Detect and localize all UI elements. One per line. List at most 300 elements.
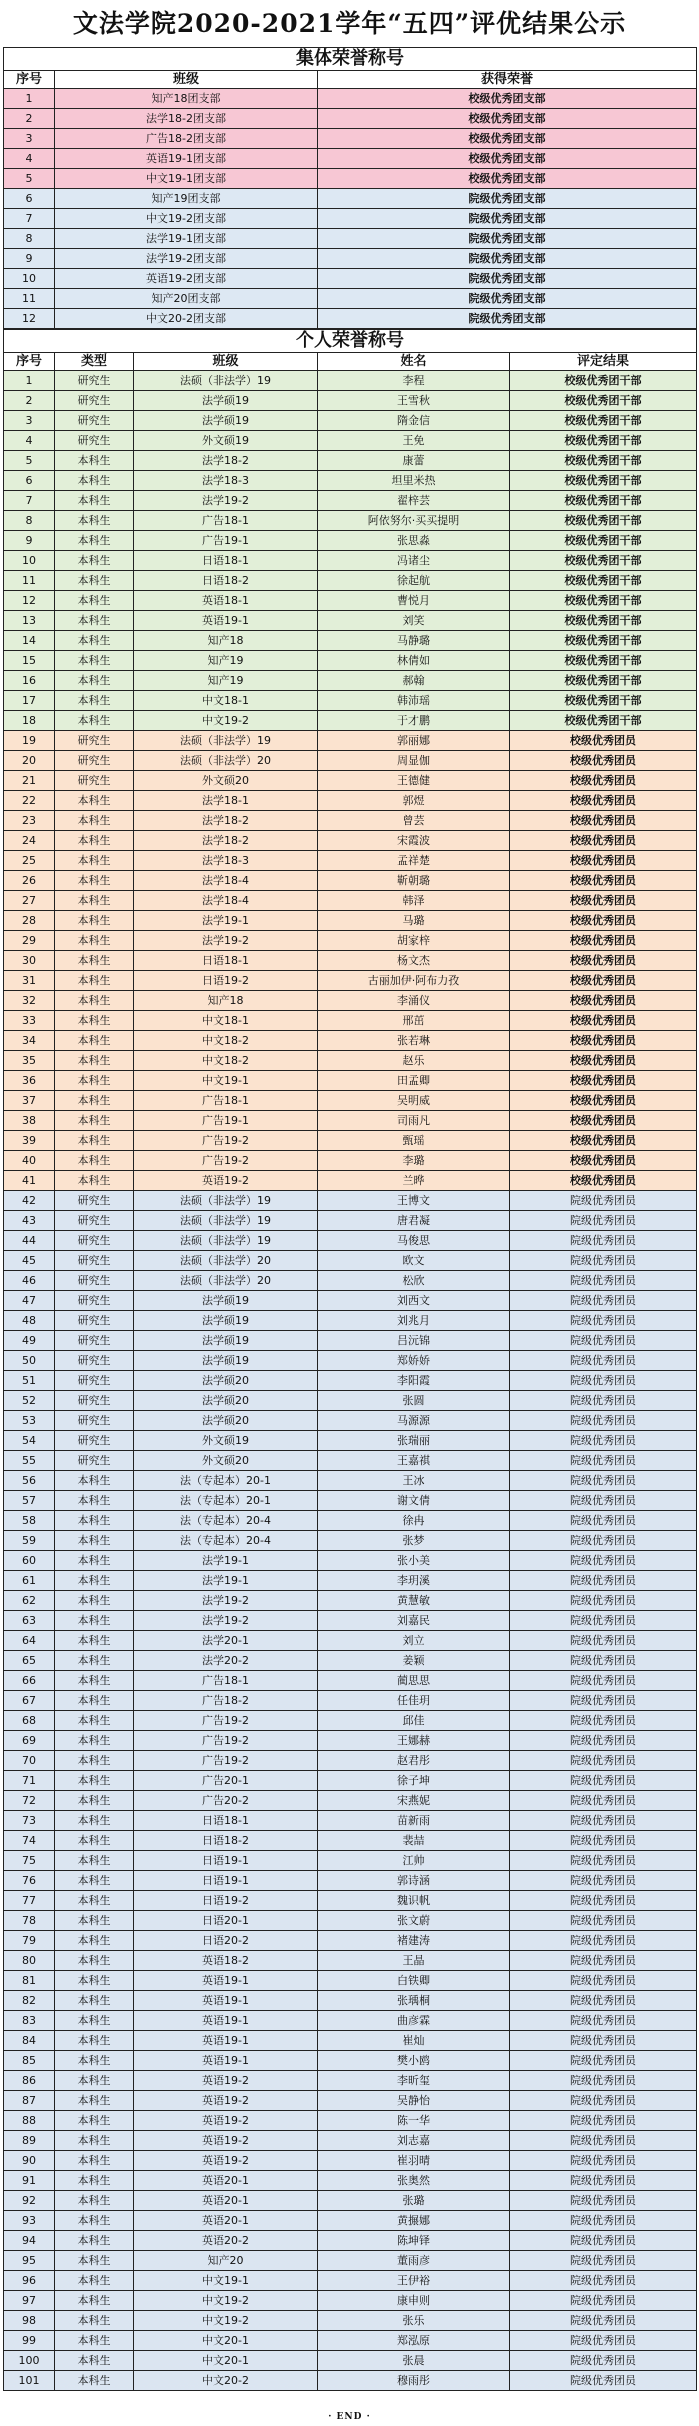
table-cell: 法硕（非法学）19 — [134, 371, 318, 391]
table-cell: 法学19-2 — [134, 1591, 318, 1611]
table-cell: 21 — [4, 771, 55, 791]
table-cell: 中文20-1 — [134, 2331, 318, 2351]
table-cell: 本科生 — [55, 2011, 134, 2031]
table-row — [4, 2351, 697, 2371]
table-row — [4, 1951, 697, 1971]
table-cell: 法学20-1 — [134, 1631, 318, 1651]
table-cell: 本科生 — [55, 491, 134, 511]
table-row — [4, 1611, 697, 1631]
table-cell: 51 — [4, 1371, 55, 1391]
table-row — [4, 791, 697, 811]
table-cell: 研究生 — [55, 1371, 134, 1391]
table-cell: 法学19-1 — [134, 911, 318, 931]
table-cell: 校级优秀团干部 — [510, 711, 697, 731]
table-cell: 研究生 — [55, 1211, 134, 1231]
table-cell: 66 — [4, 1671, 55, 1691]
table-cell: 92 — [4, 2191, 55, 2211]
table-cell: 本科生 — [55, 571, 134, 591]
table-row — [4, 1811, 697, 1831]
table-cell: 62 — [4, 1591, 55, 1611]
table-cell: 广告19-1 — [134, 531, 318, 551]
table-row — [4, 1591, 697, 1611]
table-cell: 本科生 — [55, 1931, 134, 1951]
table-cell: 校级优秀团干部 — [510, 431, 697, 451]
table-cell: 日语19-2 — [134, 1891, 318, 1911]
table-cell: 本科生 — [55, 951, 134, 971]
table-cell: 35 — [4, 1051, 55, 1071]
table-cell: 法学19-2 — [134, 491, 318, 511]
table-cell: 法硕（非法学）20 — [134, 1251, 318, 1271]
table-cell: 80 — [4, 1951, 55, 1971]
table-cell: 于才鹏 — [318, 711, 510, 731]
table-cell: 本科生 — [55, 1671, 134, 1691]
table-cell: 法学18-2 — [134, 811, 318, 831]
table-cell: 李阳霞 — [318, 1371, 510, 1391]
table-row — [4, 911, 697, 931]
table-cell: 院级优秀团员 — [510, 1271, 697, 1291]
table-row — [4, 1391, 697, 1411]
table-cell: 1 — [4, 89, 55, 109]
page-title: 文法学院2020-2021学年“五四”评优结果公示 — [72, 9, 627, 38]
table-cell: 47 — [4, 1291, 55, 1311]
table-row — [4, 1911, 697, 1931]
table-cell: 本科生 — [55, 1871, 134, 1891]
table-cell: 本科生 — [55, 851, 134, 871]
table-cell: 法硕（非法学）19 — [134, 731, 318, 751]
table-cell: 校级优秀团员 — [510, 871, 697, 891]
individual-body — [4, 371, 697, 2391]
table-cell: 宋燕妮 — [318, 1791, 510, 1811]
table-cell: 英语19-2 — [134, 2151, 318, 2171]
table-cell: 赵乐 — [318, 1051, 510, 1071]
table-cell: 79 — [4, 1931, 55, 1951]
table-cell: 广告20-2 — [134, 1791, 318, 1811]
table-cell: 中文19-1团支部 — [55, 169, 318, 189]
table-cell: 王免 — [318, 431, 510, 451]
table-cell: 外文硕20 — [134, 771, 318, 791]
table-cell: 22 — [4, 791, 55, 811]
table-row — [4, 2231, 697, 2251]
table-row — [4, 1331, 697, 1351]
table-row — [4, 871, 697, 891]
table-cell: 本科生 — [55, 1531, 134, 1551]
table-cell: 邱佳 — [318, 1711, 510, 1731]
table-cell: 靳朝璐 — [318, 871, 510, 891]
table-row — [4, 1171, 697, 1191]
table-cell: 中文18-2 — [134, 1051, 318, 1071]
table-row — [4, 1471, 697, 1491]
table-cell: 苗新雨 — [318, 1811, 510, 1831]
table-cell: 87 — [4, 2091, 55, 2111]
table-cell: 研究生 — [55, 1431, 134, 1451]
table-cell: 田孟卿 — [318, 1071, 510, 1091]
table-cell: 张璐 — [318, 2191, 510, 2211]
table-cell: 吕沅锦 — [318, 1331, 510, 1351]
table-cell: 84 — [4, 2031, 55, 2051]
table-cell: 院级优秀团员 — [510, 1751, 697, 1771]
table-cell: 院级优秀团员 — [510, 1491, 697, 1511]
table-cell: 本科生 — [55, 1971, 134, 1991]
table-cell: 本科生 — [55, 1731, 134, 1751]
table-cell: 韩泽 — [318, 891, 510, 911]
table-cell: 法（专起本）20-4 — [134, 1531, 318, 1551]
table-cell: 李昕玺 — [318, 2071, 510, 2091]
table-cell: 30 — [4, 951, 55, 971]
table-cell: 研究生 — [55, 1271, 134, 1291]
table-row — [4, 1491, 697, 1511]
table-cell: 法学18-4 — [134, 891, 318, 911]
table-cell: 校级优秀团员 — [510, 791, 697, 811]
table-cell: 徐子坤 — [318, 1771, 510, 1791]
table-cell: 研究生 — [55, 1331, 134, 1351]
table-row — [4, 851, 697, 871]
table-cell: 院级优秀团员 — [510, 1331, 697, 1351]
table-cell: 校级优秀团支部 — [318, 169, 697, 189]
table-cell: 马璐 — [318, 911, 510, 931]
table-row — [4, 611, 697, 631]
table-cell: 校级优秀团支部 — [318, 129, 697, 149]
table-cell: 外文硕20 — [134, 1451, 318, 1471]
table-cell: 本科生 — [55, 1491, 134, 1511]
table-cell: 9 — [4, 531, 55, 551]
table-cell: 本科生 — [55, 1651, 134, 1671]
table-row — [4, 249, 697, 269]
table-cell: 徐起航 — [318, 571, 510, 591]
table-cell: 研究生 — [55, 431, 134, 451]
table-cell: 43 — [4, 1211, 55, 1231]
table-row — [4, 491, 697, 511]
table-cell: 本科生 — [55, 2211, 134, 2231]
table-row — [4, 2131, 697, 2151]
table-row — [4, 1971, 697, 1991]
table-cell: 马静璐 — [318, 631, 510, 651]
table-row — [4, 1531, 697, 1551]
table-row — [4, 2111, 697, 2131]
table-cell: 本科生 — [55, 811, 134, 831]
table-cell: 中文20-2 — [134, 2371, 318, 2391]
table-cell: 本科生 — [55, 871, 134, 891]
table-cell: 25 — [4, 851, 55, 871]
table-cell: 85 — [4, 2051, 55, 2071]
table-cell: 3 — [4, 411, 55, 431]
table-row — [4, 1671, 697, 1691]
table-cell: 校级优秀团干部 — [510, 631, 697, 651]
table-cell: 研究生 — [55, 371, 134, 391]
table-cell: 知产18团支部 — [55, 89, 318, 109]
table-cell: 12 — [4, 309, 55, 329]
table-cell: 日语18-1 — [134, 551, 318, 571]
table-cell: 50 — [4, 1351, 55, 1371]
table-cell: 65 — [4, 1651, 55, 1671]
table-cell: 28 — [4, 911, 55, 931]
table-row — [4, 129, 697, 149]
table-cell: 院级优秀团支部 — [318, 289, 697, 309]
table-cell: 裴喆 — [318, 1831, 510, 1851]
table-cell: 广告19-1 — [134, 1111, 318, 1131]
table-row — [4, 1051, 697, 1071]
table-cell: 70 — [4, 1751, 55, 1771]
table-cell: 8 — [4, 229, 55, 249]
table-cell: 本科生 — [55, 1571, 134, 1591]
table-cell: 64 — [4, 1631, 55, 1651]
table-cell: 75 — [4, 1851, 55, 1871]
table-cell: 校级优秀团员 — [510, 931, 697, 951]
table-cell: 法学硕19 — [134, 1291, 318, 1311]
table-cell: 本科生 — [55, 451, 134, 471]
table-cell: 知产19 — [134, 651, 318, 671]
table-cell: 欧文 — [318, 1251, 510, 1271]
table-cell: 校级优秀团干部 — [510, 471, 697, 491]
table-row — [4, 1151, 697, 1171]
table-cell: 张圆 — [318, 1391, 510, 1411]
table-cell: 日语19-1 — [134, 1851, 318, 1871]
table-cell: 广告18-1 — [134, 1671, 318, 1691]
table-row — [4, 651, 697, 671]
table-cell: 本科生 — [55, 1691, 134, 1711]
table-row — [4, 1071, 697, 1091]
table-cell: 英语19-2团支部 — [55, 269, 318, 289]
table-cell: 本科生 — [55, 531, 134, 551]
table-cell: 本科生 — [55, 2371, 134, 2391]
table-cell: 本科生 — [55, 2111, 134, 2131]
table-cell: 11 — [4, 571, 55, 591]
table-cell: 褚建涛 — [318, 1931, 510, 1951]
table-row — [4, 2011, 697, 2031]
table-cell: 广告18-2团支部 — [55, 129, 318, 149]
table-cell: 本科生 — [55, 1031, 134, 1051]
table-cell: 研究生 — [55, 1191, 134, 1211]
table-cell: 研究生 — [55, 411, 134, 431]
table-cell: 研究生 — [55, 391, 134, 411]
table-cell: 91 — [4, 2171, 55, 2191]
table-cell: 张小美 — [318, 1551, 510, 1571]
table-cell: 法学硕20 — [134, 1391, 318, 1411]
table-cell: 83 — [4, 2011, 55, 2031]
table-cell: 曾芸 — [318, 811, 510, 831]
table-cell: 英语19-1 — [134, 611, 318, 631]
table-cell: 89 — [4, 2131, 55, 2151]
table-cell: 院级优秀团员 — [510, 1791, 697, 1811]
table-row — [4, 2151, 697, 2171]
table-cell: 研究生 — [55, 1351, 134, 1371]
table-cell: 校级优秀团员 — [510, 771, 697, 791]
table-cell: 78 — [4, 1911, 55, 1931]
table-cell: 广告18-2 — [134, 1691, 318, 1711]
table-cell: 校级优秀团员 — [510, 1091, 697, 1111]
table-cell: 本科生 — [55, 511, 134, 531]
table-row — [4, 1311, 697, 1331]
table-cell: 英语19-1 — [134, 2011, 318, 2031]
table-cell: 1 — [4, 371, 55, 391]
table-cell: 法学18-4 — [134, 871, 318, 891]
table-cell: 郭诗涵 — [318, 1871, 510, 1891]
table-cell: 96 — [4, 2271, 55, 2291]
table-cell: 法学18-2团支部 — [55, 109, 318, 129]
table-cell: 广告20-1 — [134, 1771, 318, 1791]
table-cell: 孟祥楚 — [318, 851, 510, 871]
table-cell: 57 — [4, 1491, 55, 1511]
table-cell: 74 — [4, 1831, 55, 1851]
table-cell: 6 — [4, 471, 55, 491]
table-row — [4, 1711, 697, 1731]
table-cell: 20 — [4, 751, 55, 771]
table-row — [4, 2331, 697, 2351]
table-cell: 院级优秀团支部 — [318, 189, 697, 209]
table-cell: 98 — [4, 2311, 55, 2331]
table-cell: 院级优秀团员 — [510, 1311, 697, 1331]
table-cell: 校级优秀团支部 — [318, 89, 697, 109]
table-cell: 法学硕19 — [134, 391, 318, 411]
table-cell: 广告19-2 — [134, 1751, 318, 1771]
individual-section-title: 个人荣誉称号 — [4, 330, 697, 353]
table-row — [4, 1251, 697, 1271]
table-cell: 院级优秀团支部 — [318, 249, 697, 269]
table-row — [4, 89, 697, 109]
table-cell: 23 — [4, 811, 55, 831]
collective-section-title: 集体荣誉称号 — [4, 48, 697, 71]
table-cell: 7 — [4, 209, 55, 229]
table-row — [4, 831, 697, 851]
table-cell: 27 — [4, 891, 55, 911]
table-cell: 本科生 — [55, 2071, 134, 2091]
table-cell: 11 — [4, 289, 55, 309]
table-row — [4, 2031, 697, 2051]
table-cell: 本科生 — [55, 551, 134, 571]
table-cell: 本科生 — [55, 591, 134, 611]
table-cell: 英语19-1 — [134, 1971, 318, 1991]
table-cell: 院级优秀团员 — [510, 1631, 697, 1651]
table-cell: 崔灿 — [318, 2031, 510, 2051]
table-cell: 王嘉祺 — [318, 1451, 510, 1471]
col-header-name: 姓名 — [318, 353, 510, 371]
table-cell: 院级优秀团员 — [510, 2311, 697, 2331]
table-row — [4, 2211, 697, 2231]
table-row — [4, 931, 697, 951]
table-cell: 本科生 — [55, 1131, 134, 1151]
table-row — [4, 1571, 697, 1591]
table-cell: 本科生 — [55, 671, 134, 691]
table-cell: 刘笑 — [318, 611, 510, 631]
table-cell: 本科生 — [55, 1711, 134, 1731]
table-cell: 54 — [4, 1431, 55, 1451]
table-cell: 33 — [4, 1011, 55, 1031]
table-cell: 本科生 — [55, 1911, 134, 1931]
table-cell: 院级优秀团员 — [510, 2251, 697, 2271]
table-cell: 院级优秀团员 — [510, 1511, 697, 1531]
table-cell: 广告18-1 — [134, 1091, 318, 1111]
table-cell: 王德健 — [318, 771, 510, 791]
table-cell: 李程 — [318, 371, 510, 391]
table-row — [4, 1291, 697, 1311]
table-row — [4, 189, 697, 209]
table-cell: 中文19-2 — [134, 2311, 318, 2331]
table-cell: 院级优秀团员 — [510, 1411, 697, 1431]
table-cell: 本科生 — [55, 2331, 134, 2351]
table-cell: 26 — [4, 871, 55, 891]
table-cell: 康申则 — [318, 2291, 510, 2311]
table-cell: 本科生 — [55, 911, 134, 931]
table-cell: 院级优秀团支部 — [318, 209, 697, 229]
table-cell: 英语19-2 — [134, 2071, 318, 2091]
table-cell: 院级优秀团员 — [510, 1931, 697, 1951]
table-cell: 本科生 — [55, 2091, 134, 2111]
table-cell: 徐冉 — [318, 1511, 510, 1531]
table-cell: 本科生 — [55, 2171, 134, 2191]
table-cell: 唐君凝 — [318, 1211, 510, 1231]
table-row — [4, 971, 697, 991]
table-cell: 校级优秀团员 — [510, 731, 697, 751]
table-row — [4, 551, 697, 571]
table-cell: 赵君彤 — [318, 1751, 510, 1771]
table-cell: 郭煜 — [318, 791, 510, 811]
table-cell: 本科生 — [55, 1011, 134, 1031]
table-cell: 校级优秀团支部 — [318, 149, 697, 169]
table-cell: 中文18-1 — [134, 691, 318, 711]
table-cell: 院级优秀团员 — [510, 1911, 697, 1931]
table-cell: 本科生 — [55, 1051, 134, 1071]
table-cell: 校级优秀团干部 — [510, 531, 697, 551]
table-cell: 校级优秀团支部 — [318, 109, 697, 129]
table-cell: 广告19-2 — [134, 1731, 318, 1751]
table-cell: 樊小鸥 — [318, 2051, 510, 2071]
table-cell: 本科生 — [55, 611, 134, 631]
table-cell: 本科生 — [55, 831, 134, 851]
table-cell: 院级优秀团员 — [510, 2091, 697, 2111]
table-cell: 刘西文 — [318, 1291, 510, 1311]
table-cell: 校级优秀团员 — [510, 911, 697, 931]
table-cell: 5 — [4, 169, 55, 189]
table-row — [4, 1191, 697, 1211]
table-cell: 中文19-2团支部 — [55, 209, 318, 229]
table-cell: 本科生 — [55, 971, 134, 991]
table-cell: 隋金信 — [318, 411, 510, 431]
table-cell: 法学18-2 — [134, 451, 318, 471]
table-cell: 李涌仪 — [318, 991, 510, 1011]
table-cell: 本科生 — [55, 1611, 134, 1631]
table-cell: 黄慧敏 — [318, 1591, 510, 1611]
col-header-class: 班级 — [134, 353, 318, 371]
table-row — [4, 1831, 697, 1851]
table-cell: 英语20-2 — [134, 2231, 318, 2251]
table-cell: 研究生 — [55, 1291, 134, 1311]
table-cell: 广告18-1 — [134, 511, 318, 531]
table-row — [4, 1011, 697, 1031]
table-cell: 76 — [4, 1871, 55, 1891]
table-cell: 英语20-1 — [134, 2191, 318, 2211]
table-cell: 72 — [4, 1791, 55, 1811]
table-row — [4, 149, 697, 169]
table-cell: 中文20-1 — [134, 2351, 318, 2371]
table-cell: 张瑞丽 — [318, 1431, 510, 1451]
table-cell: 院级优秀团员 — [510, 1771, 697, 1791]
table-row — [4, 109, 697, 129]
table-cell: 13 — [4, 611, 55, 631]
table-cell: 康蕾 — [318, 451, 510, 471]
table-cell: 研究生 — [55, 1251, 134, 1271]
table-cell: 法学硕19 — [134, 1351, 318, 1371]
table-row — [4, 591, 697, 611]
table-cell: 广告19-2 — [134, 1151, 318, 1171]
table-cell: 法（专起本）20-1 — [134, 1491, 318, 1511]
table-row — [4, 2051, 697, 2071]
table-cell: 校级优秀团员 — [510, 1131, 697, 1151]
table-cell: 法学19-2 — [134, 1611, 318, 1631]
table-cell: 法学18-3 — [134, 851, 318, 871]
table-row — [4, 411, 697, 431]
table-cell: 校级优秀团员 — [510, 891, 697, 911]
table-row — [4, 1891, 697, 1911]
table-cell: 院级优秀团员 — [510, 1471, 697, 1491]
